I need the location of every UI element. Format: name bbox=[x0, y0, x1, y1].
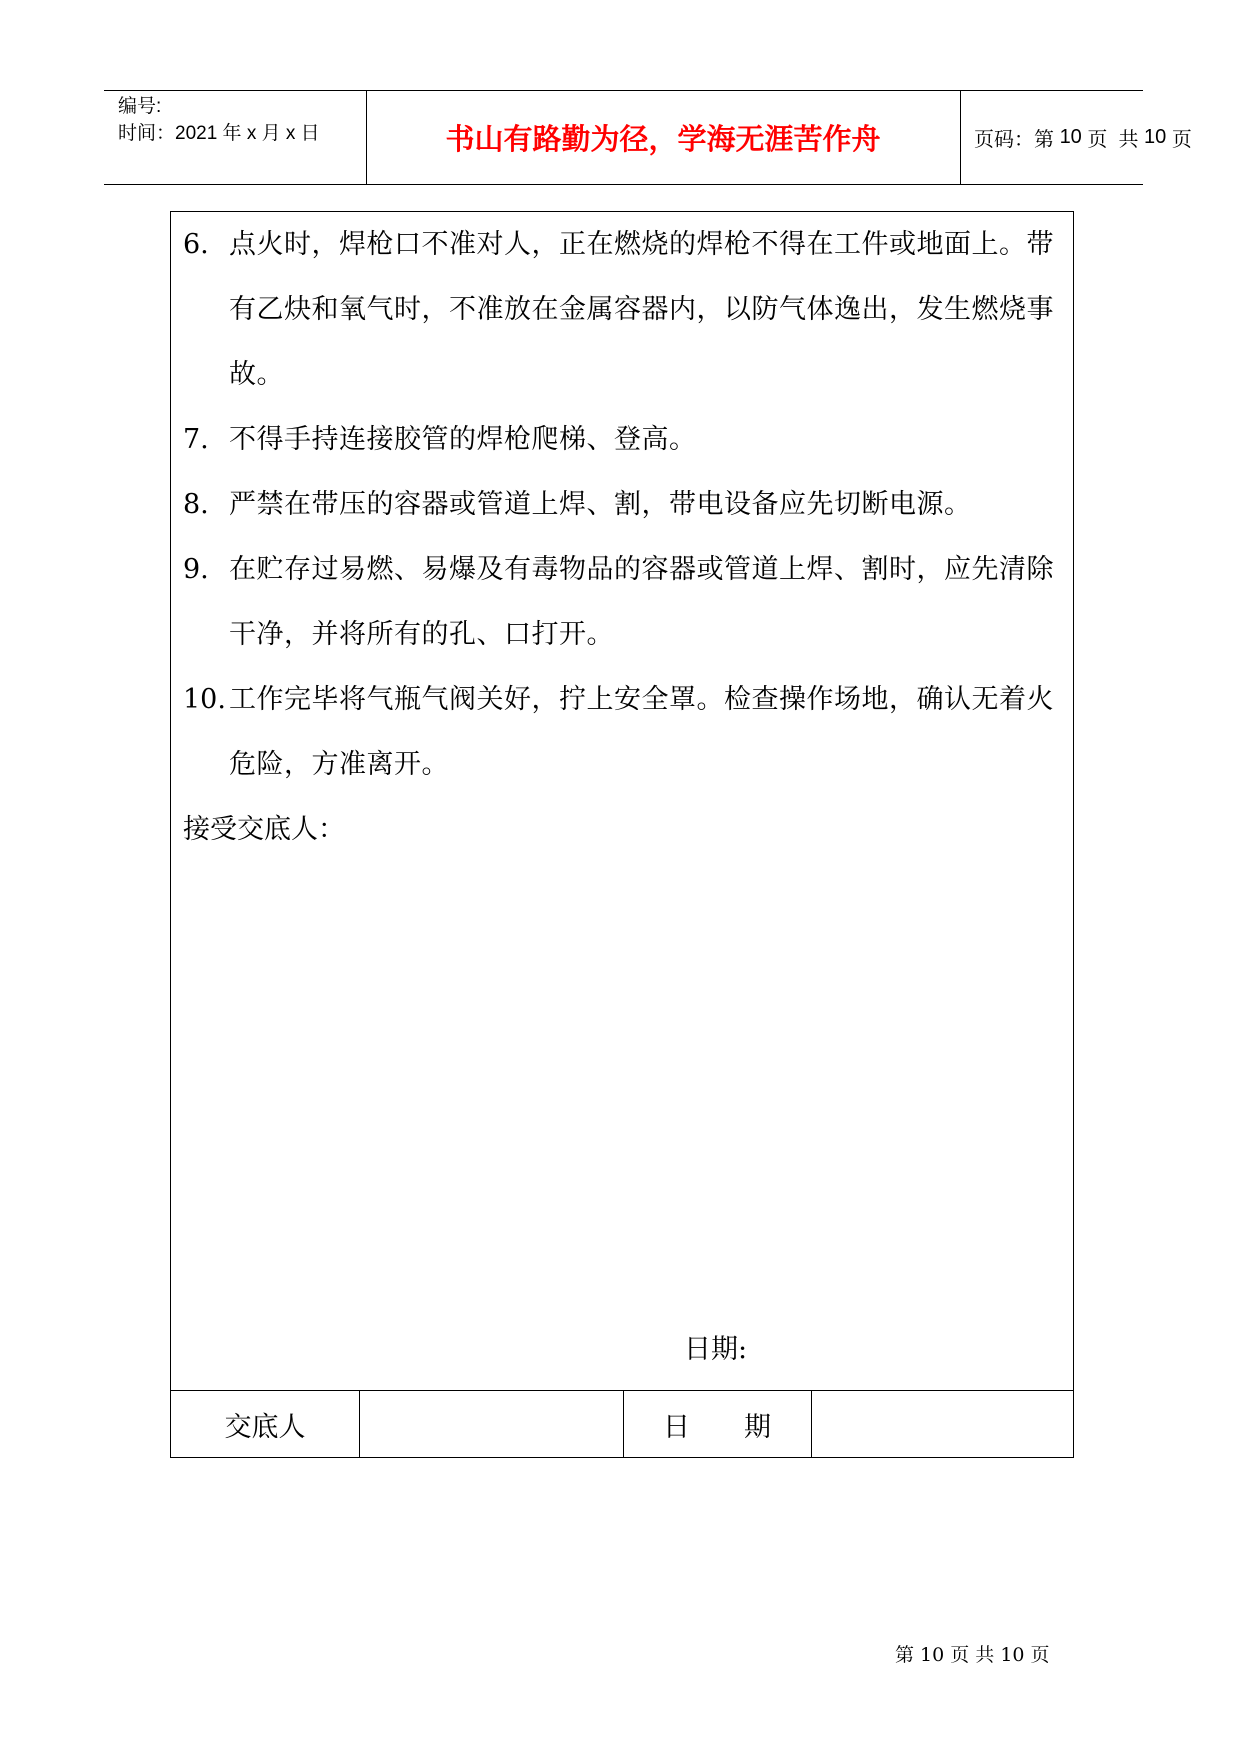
item-text: 严禁在带压的容器或管道上焊、割，带电设备应先切断电源。 bbox=[229, 489, 972, 520]
sign-date-field[interactable] bbox=[811, 1391, 1073, 1458]
page-header bbox=[104, 90, 1192, 185]
item-number: 6. bbox=[183, 229, 209, 260]
page-mid: 页 共 bbox=[1081, 129, 1145, 151]
discloser-field[interactable] bbox=[359, 1391, 623, 1458]
header-page-info bbox=[974, 91, 1192, 184]
item-text: 不得手持连接胶管的焊枪爬梯、登高。 bbox=[229, 424, 697, 455]
header-motto: 书山有路勤为径，学海无涯苦作舟 bbox=[445, 124, 881, 156]
item-text: 点火时，焊枪口不准对人，正在燃烧的焊枪不得在工件或地面上。带有乙炔和氧气时，不准放在金属容器内，以防气体逸出，发生燃烧事故。 bbox=[229, 229, 1054, 390]
page-end: 页 bbox=[1166, 129, 1192, 151]
item-number: 8. bbox=[183, 489, 209, 520]
page-footer: 第 10 页 共 10 页 bbox=[895, 1644, 1050, 1666]
list-item bbox=[183, 407, 1061, 472]
item-number: 10. bbox=[183, 684, 226, 715]
list-item bbox=[183, 212, 1061, 407]
signature-row bbox=[171, 1390, 1073, 1458]
page-label: 页码：第 bbox=[974, 129, 1060, 151]
discloser-label: 交底人 bbox=[224, 1412, 306, 1443]
item-text: 工作完毕将气瓶气阀关好，拧上安全罩。检查操作场地，确认无着火危险，方准离开。 bbox=[229, 684, 1054, 780]
list-item bbox=[183, 472, 1061, 537]
header-divider bbox=[960, 91, 961, 184]
item-number: 9. bbox=[183, 554, 209, 585]
sign-date-label: 日 期 bbox=[663, 1412, 771, 1443]
list-item bbox=[183, 537, 1061, 667]
page-total: 10 bbox=[1144, 126, 1167, 148]
date-label: 日期: bbox=[684, 1334, 748, 1365]
header-meta bbox=[118, 93, 320, 147]
instructions-list bbox=[183, 212, 1061, 862]
item-text: 在贮存过易燃、易爆及有毒物品的容器或管道上焊、割时，应先清除干净，并将所有的孔、口打开。 bbox=[229, 554, 1054, 650]
disclosure-box bbox=[170, 211, 1074, 1458]
list-item bbox=[183, 667, 1061, 797]
receiver-label: 接受交底人： bbox=[183, 814, 345, 845]
page-current: 10 bbox=[1059, 126, 1082, 148]
time-label: 时间：2021 年 x 月 x 日 bbox=[118, 123, 320, 144]
number-label: 编号: bbox=[118, 96, 162, 117]
item-number: 7. bbox=[183, 424, 209, 455]
